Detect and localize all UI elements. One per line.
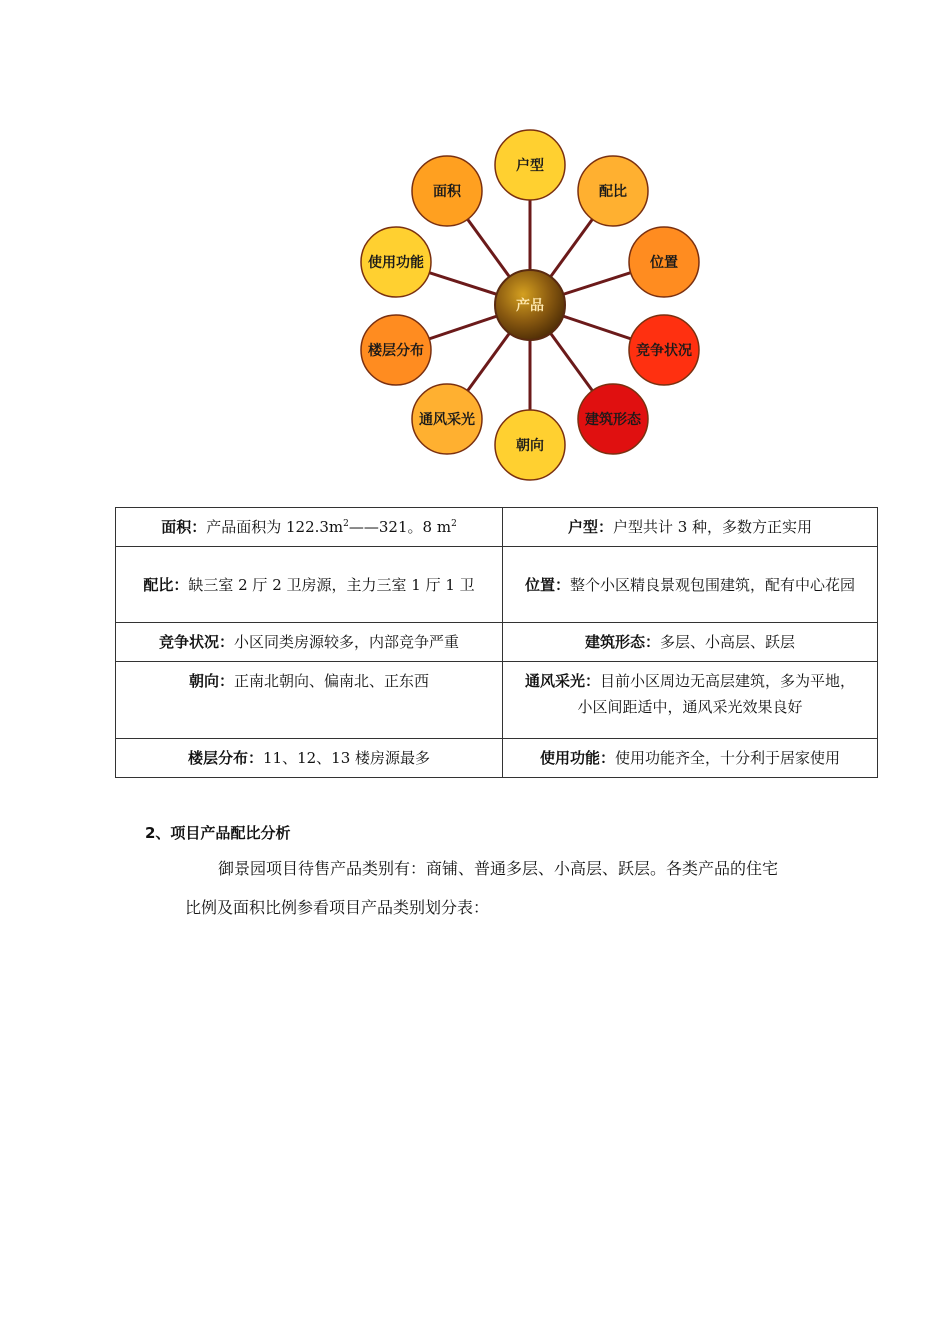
cell-huxing: 户型：户型共计 3 种，多数方正实用 <box>503 508 878 547</box>
cell-peibi: 配比：缺三室 2 厅 2 卫房源，主力三室 1 厅 1 卫 <box>116 547 503 623</box>
cell-chaoxiang: 朝向：正南北朝向、偏南北、正东西 <box>116 662 503 739</box>
node-label-weizhi: 位置 <box>650 255 678 271</box>
node-louceng <box>361 315 431 385</box>
body-paragraph-line-2: 比例及面积比例参看项目产品类别划分表： <box>185 898 490 917</box>
node-jianzhu <box>578 384 648 454</box>
center-node-label: 产品 <box>516 298 544 314</box>
node-weizhi <box>629 227 699 297</box>
node-label-chaoxiang: 朝向 <box>516 438 544 454</box>
cell-louceng: 楼层分布：11、12、13 楼房源最多 <box>116 739 503 778</box>
cell-weizhi: 位置：整个小区精良景观包围建筑，配有中心花园 <box>503 547 878 623</box>
node-label-shiyong: 使用功能 <box>368 255 424 271</box>
cell-mianji: 面积：产品面积为 $122.3m^2——321$。8 $m^2$ <box>116 508 503 547</box>
product-factor-table <box>115 507 878 778</box>
node-peibi <box>578 156 648 226</box>
node-label-jianzhu: 建筑形态 <box>585 412 641 428</box>
node-mianji <box>412 156 482 226</box>
cell-shiyong: 使用功能：使用功能齐全，十分利于居家使用 <box>503 739 878 778</box>
cell-tongfeng: 通风采光：目前小区周边无高层建筑，多为平地， 小区间距适中，通风采光效果良好 <box>503 662 878 739</box>
node-chaoxiang <box>495 410 565 480</box>
node-jingzheng <box>629 315 699 385</box>
cell-jianzhu: 建筑形态：多层、小高层、跃层 <box>503 623 878 662</box>
node-shiyong <box>361 227 431 297</box>
section-heading: 2、项目产品配比分析 <box>145 824 291 842</box>
node-label-huxing: 户型 <box>516 158 544 174</box>
node-tongfeng <box>412 384 482 454</box>
node-label-peibi: 配比 <box>599 184 627 200</box>
table-row <box>116 508 878 547</box>
body-paragraph-line-1: 御景园项目待售产品类别有：商铺、普通多层、小高层、跃层。各类产品的住宅 <box>218 859 779 878</box>
table-row <box>116 662 878 739</box>
node-label-mianji: 面积 <box>433 184 461 200</box>
node-label-tongfeng: 通风采光 <box>419 412 475 428</box>
table-row <box>116 623 878 662</box>
table-row <box>116 547 878 623</box>
product-factor-diagram <box>350 120 720 490</box>
center-node <box>495 270 565 340</box>
node-label-jingzheng: 竞争状况 <box>636 343 692 359</box>
node-label-louceng: 楼层分布 <box>368 343 424 359</box>
table-row <box>116 739 878 778</box>
cell-jingzheng: 竞争状况：小区同类房源较多，内部竞争严重 <box>116 623 503 662</box>
node-huxing <box>495 130 565 200</box>
